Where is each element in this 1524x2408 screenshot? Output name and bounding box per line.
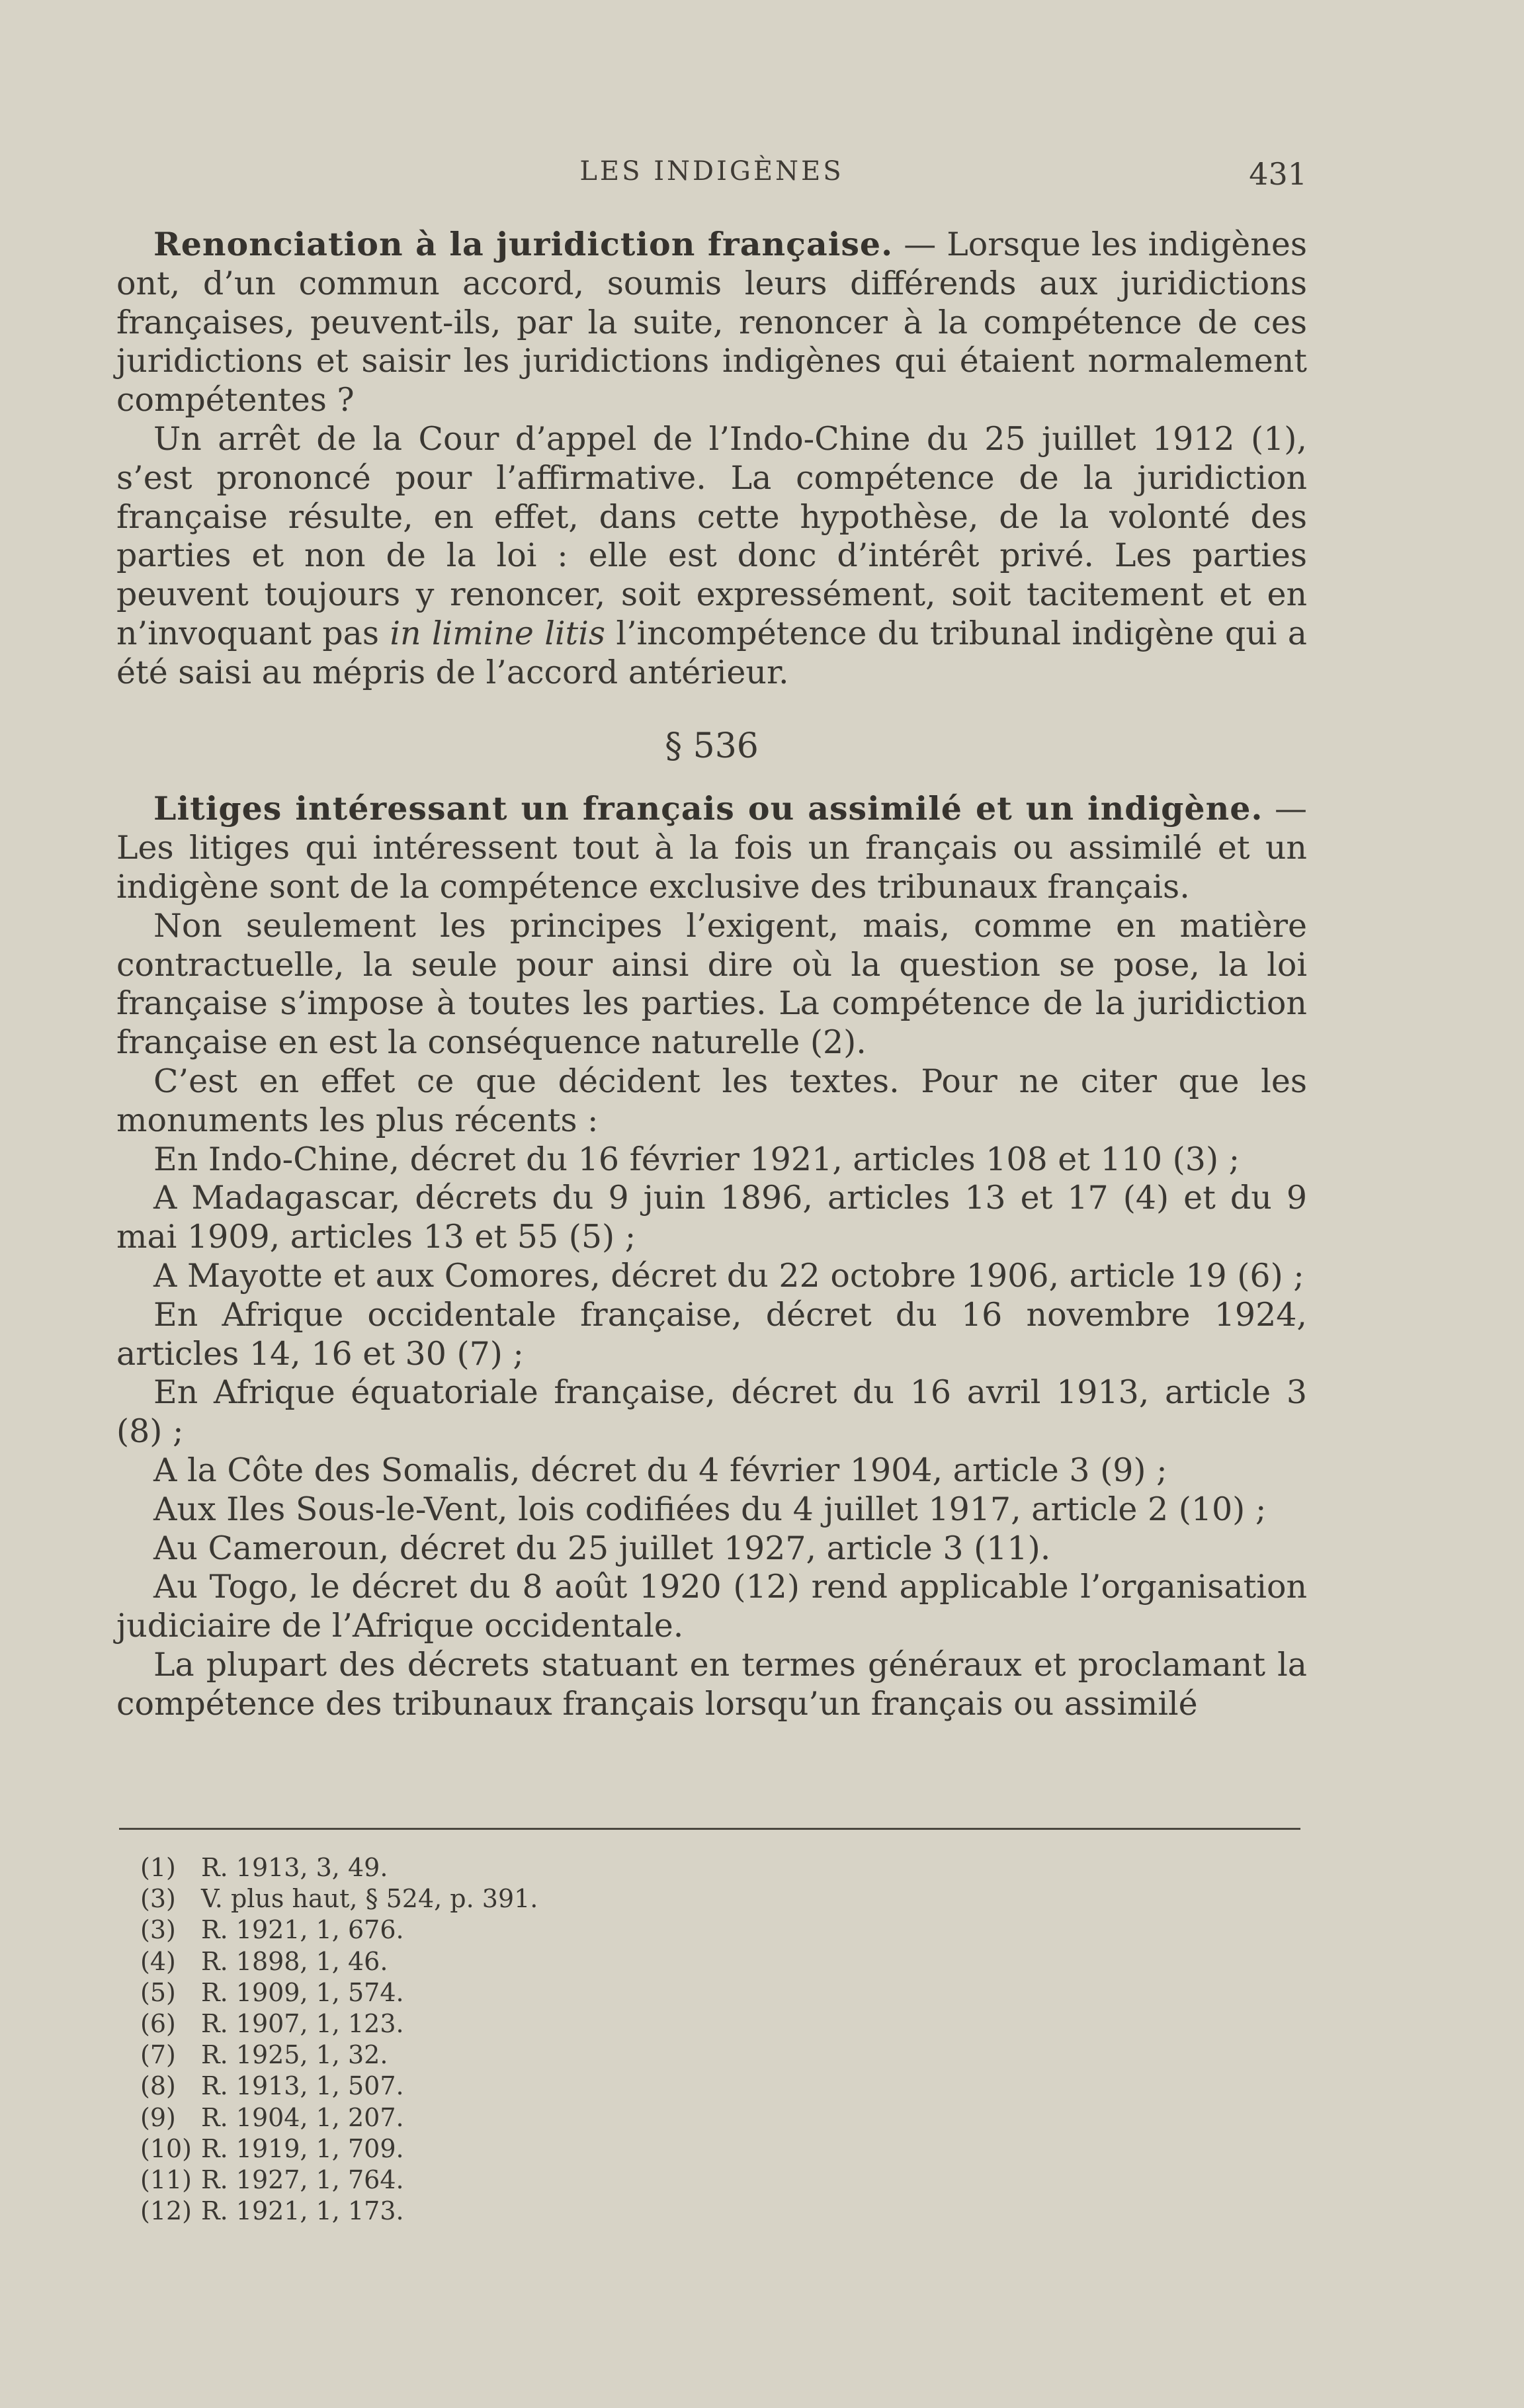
- footnote: [140, 2071, 538, 2102]
- footnote-number: (11): [140, 2165, 192, 2195]
- footnote: [140, 2102, 538, 2133]
- paragraph: C’est en effet ce que décident les textes. Pour ne citer que les monuments les plus récents :: [116, 1062, 1307, 1139]
- paragraph-text: l’incompétence du tribunal indigène qui a été saisi au mépris de l’accord antérieur.: [116, 614, 1308, 691]
- list-entry-aof: En Afrique occidentale française, décret du 16 novembre 1924, articles 14, 16 et 30 (7) ;: [116, 1295, 1307, 1373]
- footnote-number: (8): [140, 2071, 176, 2101]
- footnote-number: (10): [140, 2133, 192, 2163]
- footnote-text: R. 1927, 1, 764.: [201, 2165, 404, 2195]
- paragraph-continued: La plupart des décrets statuant en termes généraux et proclamant la compétence des tribunaux français lorsqu’un français ou assimilé: [116, 1645, 1307, 1723]
- list-entry-mayotte: A Mayotte et aux Comores, décret du 22 octobre 1906, article 19 (6) ;: [153, 1256, 1304, 1295]
- running-head: [116, 156, 1307, 196]
- footnote-text: V. plus haut, § 524, p. 391.: [201, 1884, 538, 1914]
- footnote: [140, 1852, 538, 1883]
- paragraph-text: — Lorsque les indigènes ont, d’un commun accord, soumis leurs différends aux juridictions françaises, peuvent-ils, par la suite, renoncer à la compétence de ces juridictions et saisir les juridictions indigènes qui étaient normalement compétentes ?: [116, 226, 1308, 419]
- run-in-heading: Litiges intéressant un français ou assimilé et un indigène.: [153, 789, 1263, 828]
- list-entry-iles-sous-le-vent: Aux Iles Sous-le-Vent, lois codifiées du 4 juillet 1917, article 2 (10) ;: [153, 1490, 1267, 1528]
- footnote-number: (4): [140, 1946, 176, 1976]
- paragraph: Non seulement les principes l’exigent, mais, comme en matière contractuelle, la seule pour ainsi dire où la question se pose, la loi française s’impose à toutes les parties. La compétence de la juridiction française en est la conséquence naturelle (2).: [116, 906, 1307, 1062]
- list-entry-togo: Au Togo, le décret du 8 août 1920 (12) rend applicable l’organisation judiciaire de l’Afrique occidentale.: [116, 1568, 1307, 1645]
- paragraph-text: — Les litiges qui intéressent tout à la fois un français ou assimilé et un indigène sont de la compétence exclusive des tribunaux français.: [116, 790, 1307, 906]
- list-entry-cameroun: Au Cameroun, décret du 25 juillet 1927, article 3 (11).: [153, 1529, 1051, 1567]
- paragraph-text: Un arrêt de la Cour d’appel de l’Indo-Chine du 25 juillet 1912 (1), s’est prononcé pour l’affirmative. La compétence de la juridiction française résulte, en effet, dans cette hypothèse, de la volonté des parties et non de la loi : elle est donc d’intérêt privé. Les parties peuvent toujours y renoncer, soit expressément, soit tacitement et en n’invoquant pas: [116, 419, 1307, 652]
- footnote-number: (12): [140, 2196, 192, 2226]
- paragraph-litiges: [116, 789, 1307, 906]
- page-number: 431: [1249, 156, 1307, 192]
- latin-phrase: in limine litis: [390, 614, 606, 652]
- run-in-heading: Renonciation à la juridiction française.: [153, 225, 894, 263]
- footnote-text: R. 1913, 3, 49.: [201, 1853, 388, 1882]
- footnote: [140, 2196, 538, 2227]
- footnote-text: R. 1909, 1, 574.: [201, 1977, 404, 2007]
- footnote-text: R. 1919, 1, 709.: [201, 2133, 404, 2163]
- list-entry-madagascar: A Madagascar, décrets du 9 juin 1896, articles 13 et 17 (4) et du 9 mai 1909, articles 13 et 55 (5) ;: [116, 1179, 1307, 1256]
- footnote: [140, 1977, 538, 2008]
- footnote: [140, 1883, 538, 1914]
- footnote: [140, 2133, 538, 2165]
- running-title: LES INDIGÈNES: [579, 156, 844, 187]
- footnote: [140, 1914, 538, 1946]
- footnote-rule: [119, 1828, 1300, 1830]
- footnote-number: (3): [140, 1915, 176, 1945]
- footnote-number: (3): [140, 1884, 176, 1914]
- footnote: [140, 2008, 538, 2040]
- paragraph-renonciation: [116, 225, 1307, 420]
- footnote-text: R. 1925, 1, 32.: [201, 2040, 388, 2070]
- footnote-number: (1): [140, 1853, 176, 1882]
- list-entry-indochine: En Indo-Chine, décret du 16 février 1921, articles 108 et 110 (3) ;: [153, 1140, 1240, 1178]
- footnote-text: R. 1907, 1, 123.: [201, 2009, 404, 2039]
- paragraph-arret: [116, 420, 1307, 693]
- list-entry-somalis: A la Côte des Somalis, décret du 4 février 1904, article 3 (9) ;: [153, 1451, 1167, 1489]
- footnote-text: R. 1921, 1, 676.: [201, 1915, 404, 1945]
- footnote-text: R. 1904, 1, 207.: [201, 2102, 404, 2132]
- footnote-number: (7): [140, 2040, 176, 2070]
- footnote-text: R. 1921, 1, 173.: [201, 2196, 404, 2226]
- list-entry-aef: En Afrique équatoriale française, décret du 16 avril 1913, article 3 (8) ;: [116, 1373, 1307, 1451]
- footnote-number: (5): [140, 1977, 176, 2007]
- footnote: [140, 1946, 538, 1977]
- page-body: [116, 225, 1307, 1723]
- section-heading: § 536: [665, 726, 759, 766]
- footnote: [140, 2040, 538, 2071]
- footnote-number: (9): [140, 2102, 176, 2132]
- footnote-number: (6): [140, 2009, 176, 2039]
- footnote-text: R. 1913, 1, 507.: [201, 2071, 404, 2101]
- footnote-text: R. 1898, 1, 46.: [201, 1946, 388, 1976]
- footnotes: [140, 1852, 538, 2227]
- footnote: [140, 2165, 538, 2196]
